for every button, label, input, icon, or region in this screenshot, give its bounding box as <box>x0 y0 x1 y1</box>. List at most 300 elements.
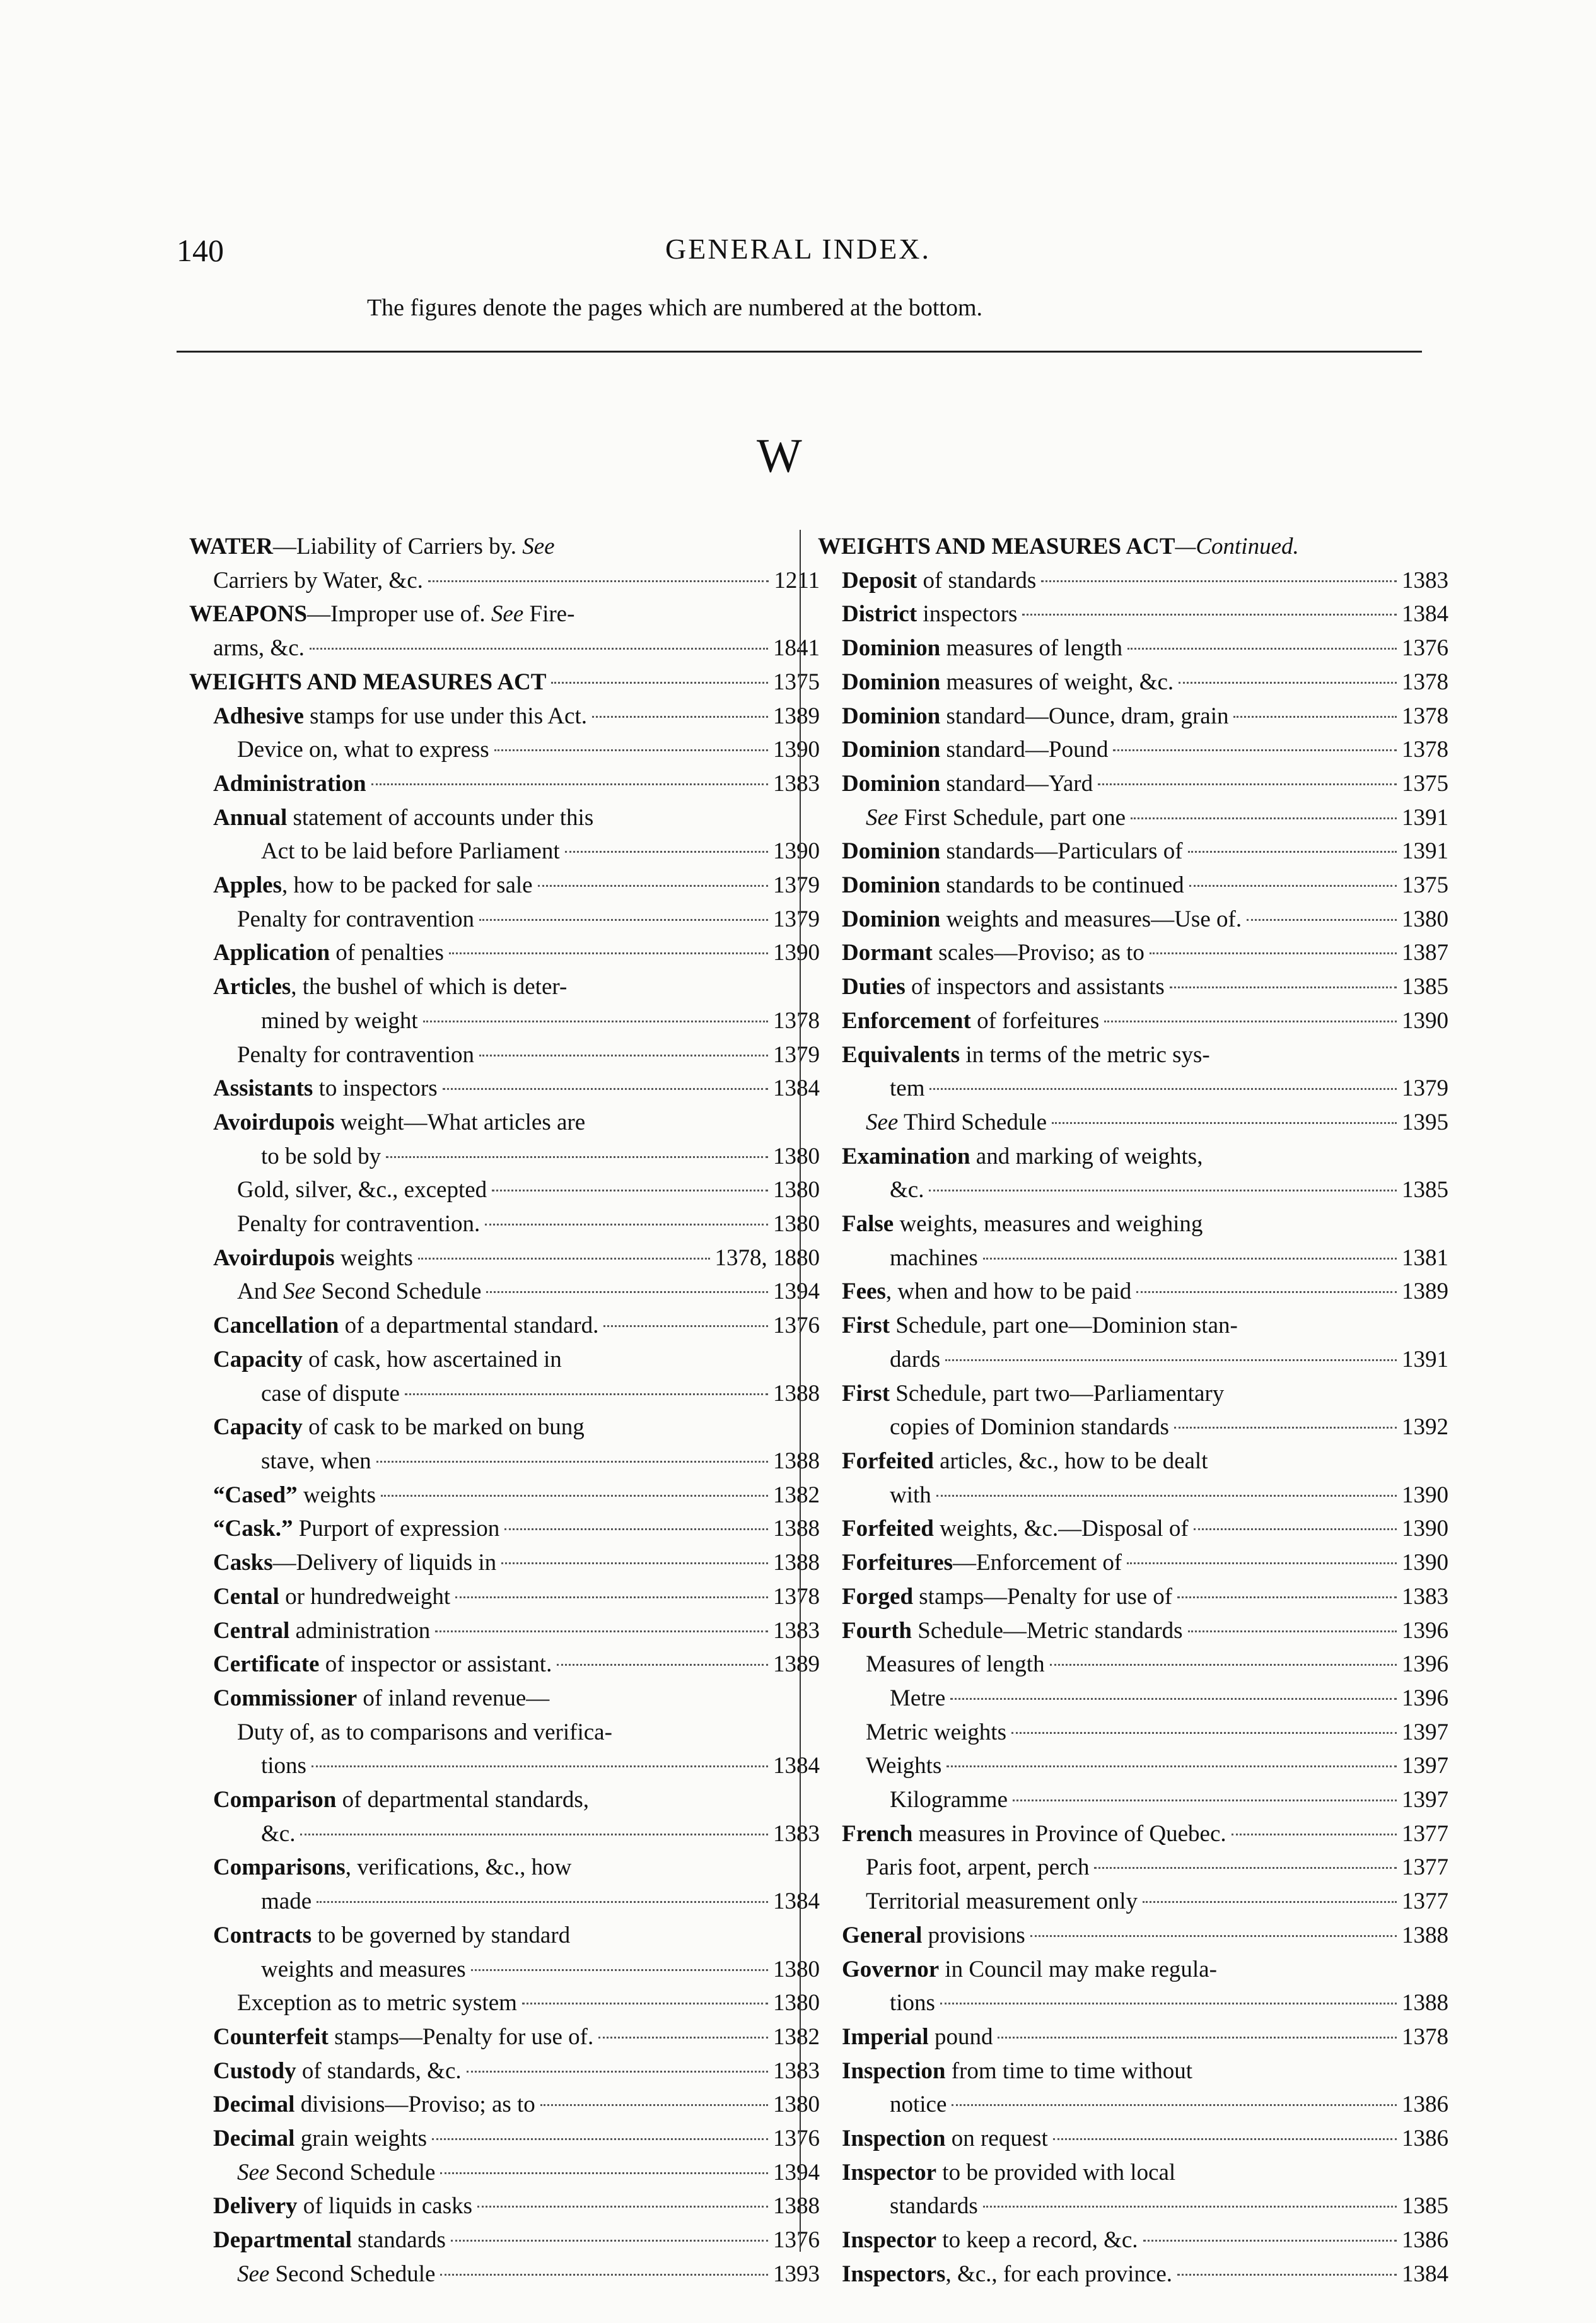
entry-text <box>237 1173 487 1207</box>
entry-text <box>213 1614 430 1648</box>
entry-phrase: , verifications, &c., how <box>345 1854 572 1881</box>
entry-keyword: Apples <box>213 872 282 899</box>
page-ref: 1382 <box>773 1482 820 1508</box>
entry-keyword: “Cased” <box>213 1482 298 1508</box>
entry-keyword: Contracts <box>213 1922 312 1948</box>
index-entry <box>818 1004 1448 1038</box>
page-ref: 1390 <box>1402 1516 1448 1542</box>
entry-keyword: WEIGHTS AND MEASURES ACT <box>189 669 547 695</box>
index-entry <box>818 1716 1448 1750</box>
index-entry <box>818 1275 1448 1309</box>
leader-dots <box>929 1088 1397 1090</box>
entry-phrase: weights and measures <box>261 1956 466 1982</box>
index-entry <box>189 1072 820 1106</box>
page-ref: 1395 <box>1402 1109 1448 1135</box>
entry-text <box>213 1580 450 1614</box>
index-entry <box>818 801 1448 835</box>
entry-text <box>261 1377 400 1411</box>
entry-keyword: Comparisons <box>213 1854 346 1881</box>
leader-dots <box>312 1765 768 1767</box>
entry-phrase: weights, measures and weighing <box>894 1211 1203 1238</box>
leader-dots <box>950 1698 1397 1700</box>
entry-phrase: Metric weights <box>866 1719 1006 1745</box>
page-ref: 1378 <box>1402 703 1448 729</box>
entry-phrase: First Schedule, part one <box>898 804 1126 831</box>
entry-keyword: Application <box>213 940 330 966</box>
entry-text <box>890 2189 978 2223</box>
leader-dots <box>1179 682 1397 684</box>
entry-phrase: &c. <box>261 1820 296 1847</box>
entry-phrase: Schedule, part one—Dominion stan- <box>890 1313 1238 1339</box>
leader-dots <box>551 682 768 684</box>
leader-dots <box>440 2172 768 2174</box>
entry-text <box>213 1546 496 1580</box>
leader-dots <box>1177 2274 1397 2276</box>
index-entry <box>189 530 820 564</box>
leader-dots <box>952 2104 1397 2106</box>
entry-text <box>890 1173 924 1207</box>
page-ref: 1396 <box>1402 1651 1448 1678</box>
entry-keyword: Decimal <box>213 2092 295 2118</box>
entry-phrase: Weights <box>866 1753 942 1779</box>
entry-phrase: and marking of weights, <box>970 1143 1203 1169</box>
index-entry <box>189 1817 820 1851</box>
entry-phrase: with <box>890 1482 931 1508</box>
entry-phrase: Duty of, as to comparisons and verifica- <box>237 1719 612 1745</box>
entry-keyword: French <box>842 1820 913 1847</box>
entry-text <box>890 1241 978 1275</box>
page-ref: 1397 <box>1402 1753 1448 1779</box>
page-ref: 1396 <box>1402 1617 1448 1644</box>
entry-text <box>890 1478 931 1513</box>
leader-dots <box>1113 749 1397 751</box>
page-ref: 1381 <box>1402 1244 1448 1271</box>
entry-text <box>189 665 546 699</box>
entry-keyword: Delivery <box>213 2193 298 2220</box>
page-ref: 1380 <box>773 1177 820 1203</box>
entry-keyword: Adhesive <box>213 703 304 729</box>
page-ref: 1383 <box>773 2057 820 2084</box>
index-entry <box>818 2223 1448 2257</box>
entry-text <box>213 2020 593 2054</box>
entry-keyword: Custody <box>213 2057 296 2084</box>
page-ref: 1376 <box>1402 635 1448 662</box>
page-ref: 1375 <box>1402 872 1448 899</box>
page-ref: 1388 <box>773 1550 820 1576</box>
entry-phrase: in Council may make regula- <box>939 1956 1217 1982</box>
entry-phrase: —Delivery of liquids in <box>272 1550 497 1576</box>
entry-text <box>213 2054 462 2088</box>
index-entry <box>189 1783 820 1817</box>
index-entry <box>189 1919 820 1953</box>
index-entry <box>818 597 1448 631</box>
entry-keyword: Avoirdupois <box>213 1109 335 1135</box>
index-entry <box>189 1140 820 1174</box>
entry-text <box>842 767 1093 801</box>
page-ref: 1377 <box>1402 1854 1448 1881</box>
page-ref: 1382 <box>773 2023 820 2050</box>
entry-text <box>842 1042 1210 1068</box>
entry-text <box>261 1817 295 1851</box>
entry-keyword: “Cask.” <box>213 1516 293 1542</box>
index-entry <box>818 869 1448 903</box>
index-entry <box>818 1986 1448 2020</box>
entry-text <box>842 936 1145 970</box>
leader-dots <box>310 648 768 650</box>
page-ref: 1393 <box>773 2261 820 2287</box>
entry-phrase: weights <box>334 1244 413 1271</box>
leader-dots <box>501 1562 768 1564</box>
page-ref: 1378 <box>773 1583 820 1610</box>
page-ref: 1385 <box>1402 1177 1448 1203</box>
index-entry <box>189 1343 820 1377</box>
entry-phrase: of inspectors and assistants <box>905 974 1165 1000</box>
index-entry <box>818 1614 1448 1648</box>
entry-see-ref: See <box>283 1279 316 1305</box>
index-entry <box>818 1919 1448 1953</box>
entry-phrase: standard—Pound <box>940 737 1109 763</box>
leader-dots <box>428 580 769 582</box>
entry-phrase: Fire- <box>523 601 575 628</box>
entry-text <box>842 970 1165 1004</box>
entry-phrase: Penalty for contravention <box>237 1041 475 1068</box>
leader-dots <box>371 783 768 785</box>
entry-keyword: Dormant <box>842 940 933 966</box>
index-entry <box>818 1106 1448 1140</box>
index-entry <box>189 1647 820 1682</box>
index-entry <box>818 1207 1448 1241</box>
index-entry <box>818 733 1448 767</box>
index-entry <box>189 1885 820 1919</box>
entry-phrase: of standards <box>917 567 1037 594</box>
entry-phrase: to keep a record, &c. <box>936 2227 1138 2254</box>
entry-text <box>842 1275 1131 1309</box>
entry-phrase: tem <box>890 1075 925 1102</box>
page-ref: 1378, 1880 <box>714 1244 820 1271</box>
entry-keyword: Decimal <box>213 2126 295 2152</box>
entry-phrase: case of dispute <box>261 1380 400 1407</box>
page-ref: 1389 <box>773 1651 820 1678</box>
page-ref: 1375 <box>1402 770 1448 797</box>
entry-text <box>842 1546 1122 1580</box>
entry-text <box>890 1072 924 1106</box>
entry-keyword: Counterfeit <box>213 2023 329 2050</box>
index-entry <box>189 2223 820 2257</box>
entry-text <box>213 1787 589 1813</box>
index-entry <box>189 1173 820 1207</box>
index-entry <box>189 903 820 937</box>
leader-dots <box>455 1596 768 1598</box>
entry-text <box>213 1241 413 1275</box>
entry-phrase: Second Schedule <box>269 2159 436 2185</box>
entry-text <box>213 767 366 801</box>
entry-keyword: Forfeited <box>842 1448 934 1474</box>
entry-phrase: measures in Province of Quebec. <box>912 1820 1226 1847</box>
entry-phrase: pound <box>928 2023 993 2050</box>
page-number: 140 <box>177 233 224 268</box>
entry-phrase: of penalties <box>330 940 444 966</box>
index-entry <box>818 699 1448 734</box>
section-letter: W <box>757 430 802 483</box>
index-entry <box>189 2122 820 2156</box>
entry-phrase: Exception as to metric system <box>237 1990 517 2016</box>
page-ref: 1383 <box>773 1617 820 1644</box>
page-ref: 1376 <box>773 2126 820 2152</box>
entry-text <box>842 2020 993 2054</box>
entry-phrase: of standards, &c. <box>296 2057 462 2084</box>
entry-text <box>866 1851 1089 1885</box>
entry-text <box>866 1647 1045 1682</box>
entry-phrase: standard—Ounce, dram, grain <box>940 703 1229 729</box>
leader-dots <box>376 1461 768 1463</box>
entry-text <box>842 631 1122 665</box>
entry-text <box>237 903 474 937</box>
entry-keyword: Dominion <box>842 669 941 695</box>
entry-phrase: stamps for use under this Act. <box>303 703 587 729</box>
leader-dots <box>1131 817 1397 819</box>
entry-text <box>842 1919 1025 1953</box>
entry-text <box>842 1313 1238 1338</box>
entry-text <box>842 903 1242 937</box>
page-ref: 1388 <box>773 1380 820 1407</box>
page-ref: 1388 <box>773 1516 820 1542</box>
index-entry <box>818 1173 1448 1207</box>
entry-keyword: Fees <box>842 1279 886 1305</box>
header-rule <box>177 351 1422 353</box>
leader-dots <box>486 1291 768 1293</box>
entry-text <box>213 1072 438 1106</box>
entry-text <box>842 1512 1189 1546</box>
entry-keyword: Assistants <box>213 1075 313 1102</box>
leader-dots <box>443 1088 768 1090</box>
entry-phrase: Schedule—Metric standards <box>912 1617 1183 1644</box>
entry-keyword: Administration <box>213 770 366 797</box>
entry-phrase: Territorial measurement only <box>866 1888 1138 1915</box>
index-entry <box>189 2257 820 2291</box>
entry-text <box>842 869 1184 903</box>
entry-see-ref: See <box>866 804 899 831</box>
entry-text <box>213 869 533 903</box>
entry-see-ref: See <box>491 601 524 628</box>
entry-phrase: of liquids in casks <box>297 2193 473 2220</box>
entry-phrase: copies of Dominion standards <box>890 1414 1169 1441</box>
leader-dots <box>603 1325 768 1327</box>
entry-phrase: Gold, silver, &c., excepted <box>237 1177 487 1203</box>
entry-phrase: of forfeitures <box>970 1007 1100 1034</box>
index-entry <box>818 2156 1448 2190</box>
entry-phrase: Device on, what to express <box>237 737 489 763</box>
index-entry <box>818 1410 1448 1444</box>
leader-dots <box>947 1765 1397 1767</box>
index-entry <box>189 834 820 869</box>
index-entry <box>818 1682 1448 1716</box>
page-ref: 1380 <box>773 1211 820 1238</box>
entry-phrase: grain weights <box>294 2126 428 2152</box>
entry-text <box>237 733 489 767</box>
entry-keyword: Dominion <box>842 872 941 899</box>
index-entry <box>189 936 820 970</box>
page-ref: 1390 <box>1402 1482 1448 1508</box>
entry-keyword: Duties <box>842 974 906 1000</box>
leader-dots <box>477 2206 768 2208</box>
entry-keyword: General <box>842 1922 923 1948</box>
index-entry <box>189 1851 820 1885</box>
entry-text <box>842 564 1036 598</box>
index-entry <box>189 970 820 1004</box>
entry-keyword: Annual <box>213 804 288 831</box>
leader-dots <box>432 2138 768 2140</box>
page-ref: 1380 <box>773 1956 820 1982</box>
page-ref: 1390 <box>1402 1007 1448 1034</box>
entry-phrase: or hundredweight <box>279 1583 451 1610</box>
entry-text <box>213 631 305 665</box>
entry-text <box>261 1953 466 1987</box>
index-entry <box>189 1749 820 1783</box>
index-entry <box>189 564 820 598</box>
page-ref: 1380 <box>773 2092 820 2118</box>
entry-phrase: measures of weight, &c. <box>940 669 1174 695</box>
page-ref: 1386 <box>1402 2092 1448 2118</box>
page-ref: 1383 <box>773 1820 820 1847</box>
entry-keyword: Dominion <box>842 635 941 662</box>
entry-text <box>842 699 1228 734</box>
entry-text <box>842 1614 1183 1648</box>
page-ref: 1379 <box>773 906 820 932</box>
entry-keyword: District <box>842 601 917 628</box>
entry-text <box>842 1004 1099 1038</box>
leader-dots <box>1127 1562 1397 1564</box>
leader-dots <box>467 2071 768 2073</box>
index-entry <box>818 1241 1448 1275</box>
leader-dots <box>538 885 768 887</box>
leader-dots <box>1189 885 1397 887</box>
index-entry <box>189 1614 820 1648</box>
entry-text <box>261 1444 371 1478</box>
entry-keyword: Casks <box>213 1550 273 1576</box>
index-entry <box>189 1275 820 1309</box>
entry-text <box>213 936 444 970</box>
index-entry <box>189 1106 820 1140</box>
index-entry <box>818 1512 1448 1546</box>
entry-text <box>890 1783 1008 1817</box>
index-entry <box>189 597 820 631</box>
entry-text <box>261 1749 306 1783</box>
entry-text <box>890 1682 945 1716</box>
index-entry <box>189 869 820 903</box>
leader-dots <box>1041 580 1397 582</box>
entry-keyword: False <box>842 1211 894 1238</box>
index-entry <box>818 970 1448 1004</box>
entry-see-ref: See <box>522 534 555 559</box>
page-ref: 1387 <box>1402 940 1448 966</box>
index-entry <box>189 1580 820 1614</box>
entry-text <box>890 1986 935 2020</box>
page-ref: 1397 <box>1402 1787 1448 1813</box>
entry-phrase: Third Schedule <box>898 1109 1047 1135</box>
index-entry <box>818 564 1448 598</box>
entry-text <box>842 1580 1172 1614</box>
entry-phrase: machines <box>890 1244 978 1271</box>
index-entry <box>189 1004 820 1038</box>
entry-phrase: standards <box>351 2227 446 2254</box>
leader-dots <box>485 1224 768 1226</box>
entry-phrase: Kilogramme <box>890 1787 1008 1813</box>
index-entry <box>189 1716 820 1750</box>
leader-dots <box>492 1190 768 1191</box>
entry-text <box>213 974 567 1000</box>
index-entry <box>189 2156 820 2190</box>
index-entry <box>818 1072 1448 1106</box>
entry-phrase: Penalty for contravention. <box>237 1211 481 1238</box>
entry-phrase: mined by weight <box>261 1007 418 1034</box>
index-entry <box>189 1207 820 1241</box>
entry-phrase: statement of accounts under this <box>287 804 594 831</box>
leader-dots <box>1136 1291 1397 1293</box>
entry-keyword: Cental <box>213 1583 279 1610</box>
entry-keyword: WEAPONS <box>189 601 308 628</box>
leader-dots <box>592 716 768 718</box>
index-column-left <box>189 530 820 2291</box>
entry-text <box>842 1817 1226 1851</box>
index-entry <box>189 665 820 699</box>
leader-dots <box>418 1258 710 1260</box>
entry-phrase: standard—Yard <box>940 770 1093 797</box>
entry-keyword: Dominion <box>842 838 941 865</box>
index-entry <box>818 1647 1448 1682</box>
index-entry <box>818 1546 1448 1580</box>
page-ref: 1377 <box>1402 1888 1448 1915</box>
index-entry <box>189 1309 820 1343</box>
page-ref: 1391 <box>1402 804 1448 831</box>
index-entry <box>189 801 820 835</box>
entry-phrase: articles, &c., how to be dealt <box>933 1448 1208 1474</box>
leader-dots <box>405 1393 768 1395</box>
index-entry <box>189 2088 820 2122</box>
index-entry <box>818 1309 1448 1343</box>
page-ref: 1380 <box>1402 906 1448 932</box>
leader-dots <box>1013 1799 1397 1801</box>
entry-phrase: of inland revenue— <box>357 1685 550 1711</box>
entry-phrase: weights, &c.—Disposal of <box>933 1516 1189 1542</box>
page-ref: 1392 <box>1402 1414 1448 1441</box>
index-entry <box>189 2189 820 2223</box>
entry-text <box>842 1144 1203 1169</box>
leader-dots <box>1177 1596 1397 1598</box>
entry-phrase: Schedule, part two—Parliamentary <box>890 1380 1225 1407</box>
page-ref: 1379 <box>1402 1075 1448 1102</box>
index-column-right <box>818 530 1448 2291</box>
page-ref: 1397 <box>1402 1719 1448 1745</box>
page-ref: 1380 <box>773 1143 820 1169</box>
entry-keyword: Governor <box>842 1956 940 1982</box>
page-ref: 1378 <box>773 1007 820 1034</box>
page-ref: 1378 <box>1402 737 1448 763</box>
entry-keyword: Dominion <box>842 770 941 797</box>
entry-text <box>189 534 555 559</box>
page-ref: 1383 <box>1402 567 1448 594</box>
entry-see-ref: See <box>237 2261 270 2287</box>
leader-dots <box>1174 1427 1397 1429</box>
index-entry <box>189 2020 820 2054</box>
entry-phrase: to be governed by standard <box>312 1922 571 1948</box>
entry-text <box>842 2160 1175 2185</box>
index-entry <box>818 1783 1448 1817</box>
entry-text <box>842 1957 1217 1982</box>
entry-text <box>890 1343 940 1377</box>
page-ref: 1377 <box>1402 1820 1448 1847</box>
entry-phrase: Act to be laid before Parliament <box>261 838 560 865</box>
page-ref: 1394 <box>773 2159 820 2185</box>
